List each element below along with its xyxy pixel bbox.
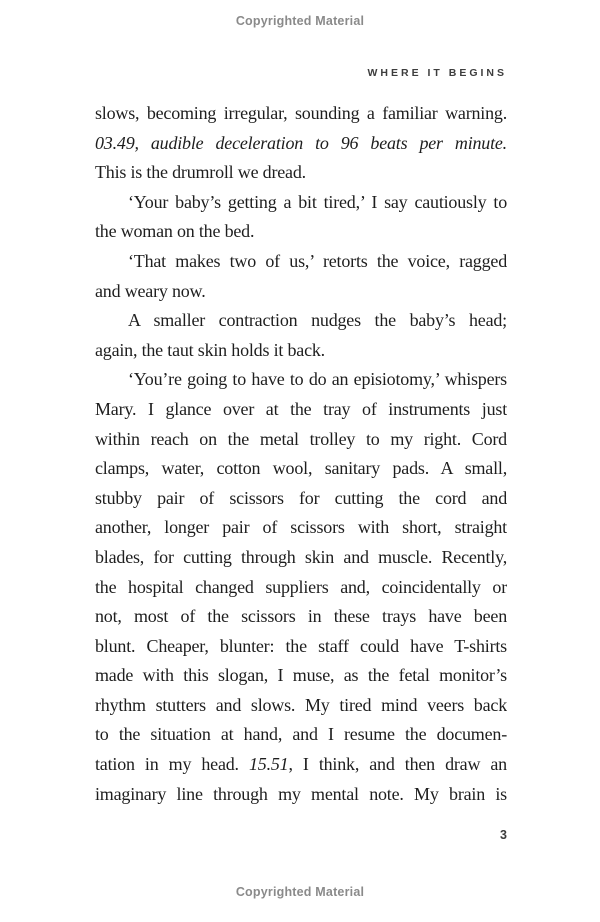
page-number: 3 <box>500 828 507 842</box>
text-line <box>95 720 507 750</box>
text-run: ‘You’re going to have to do an episiotomy,’ whispers <box>128 369 507 390</box>
text-run: again, the taut skin holds it back. <box>95 339 325 360</box>
text-line <box>95 661 507 691</box>
text-line <box>95 247 507 277</box>
text-line <box>95 750 507 780</box>
text-line <box>95 277 507 307</box>
running-header: WHERE IT BEGINS <box>367 67 507 79</box>
text-run: tation in my head. <box>95 754 249 775</box>
text-line <box>95 484 507 514</box>
text-line <box>95 336 507 366</box>
text-line <box>95 395 507 425</box>
text-line <box>95 602 507 632</box>
text-line <box>95 217 507 247</box>
text-run: made with this slogan, I muse, as the fetal monitor’s <box>95 665 507 686</box>
text-run: clamps, water, cotton wool, sanitary pads. A small, <box>95 458 507 479</box>
text-run: not, most of the scissors in these trays have been <box>95 606 507 627</box>
body-text <box>95 99 507 809</box>
italic-text-run: 15.51 <box>248 754 289 775</box>
text-line <box>95 158 507 188</box>
text-line <box>95 129 507 159</box>
text-line <box>95 691 507 721</box>
text-line <box>95 365 507 395</box>
text-line <box>95 454 507 484</box>
text-run: A smaller contraction nudges the baby’s head; <box>128 310 507 331</box>
text-line <box>95 780 507 810</box>
text-run: ‘Your baby’s getting a bit tired,’ I say cautiously to <box>128 191 507 212</box>
text-run: the woman on the bed. <box>95 221 255 242</box>
text-run: and weary now. <box>95 280 206 301</box>
text-run: imaginary line through my mental note. My brain is <box>95 783 507 804</box>
text-line <box>95 425 507 455</box>
text-line <box>95 99 507 129</box>
text-run: Mary. I glance over at the tray of instruments just <box>95 398 507 419</box>
copyright-notice-top: Copyrighted Material <box>235 14 365 28</box>
text-run: the hospital changed suppliers and, coincidentally or <box>95 576 507 597</box>
text-line <box>95 543 507 573</box>
text-run: blades, for cutting through skin and muscle. Recently, <box>95 546 507 567</box>
text-run: to the situation at hand, and I resume the documen- <box>95 724 507 745</box>
text-line <box>95 632 507 662</box>
copyright-notice-bottom: Copyrighted Material <box>235 885 365 899</box>
text-run: another, longer pair of scissors with short, straight <box>95 517 507 538</box>
text-line <box>95 188 507 218</box>
text-run: within reach on the metal trolley to my right. Cord <box>95 428 507 449</box>
text-run: stubby pair of scissors for cutting the cord and <box>95 487 507 508</box>
text-run: slows, becoming irregular, sounding a familiar warning. <box>95 103 507 123</box>
text-run: rhythm stutters and slows. My tired mind veers back <box>95 694 507 715</box>
text-run: ‘That makes two of us,’ retorts the voice, ragged <box>128 250 507 271</box>
text-run: , I think, and then draw an <box>288 754 507 775</box>
italic-text-run: 03.49, audible deceleration to 96 beats per minute. <box>95 132 507 153</box>
text-line <box>95 306 507 336</box>
text-line <box>95 573 507 603</box>
text-run: This is the drumroll we dread. <box>95 162 306 183</box>
text-line <box>95 513 507 543</box>
text-run: blunt. Cheaper, blunter: the staff could have T-shirts <box>95 635 507 656</box>
